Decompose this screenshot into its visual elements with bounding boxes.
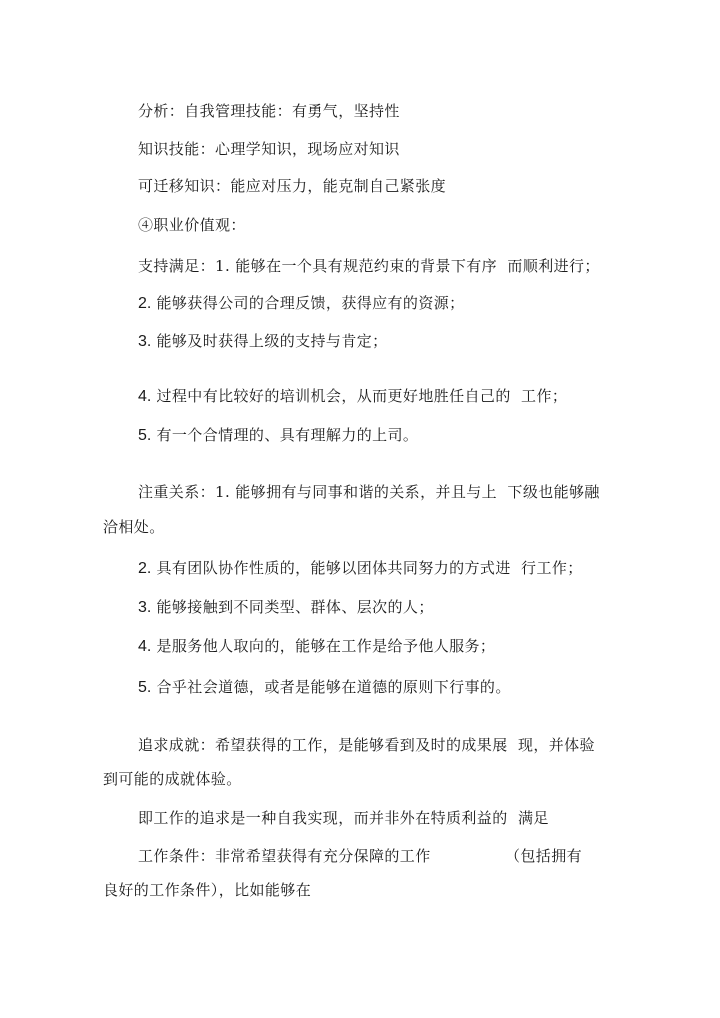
text-line: 注重关系：1. 能够拥有与同事和谐的关系，并且与上 下级也能够融 <box>138 483 600 501</box>
text-line: 可迁移知识：能应对压力，能克制自己紧张度 <box>138 177 447 195</box>
text-line: （包括拥有 <box>505 847 583 865</box>
list-text: 合乎社会道德，或者是能够在道德的原则下行事的。 <box>151 678 511 696</box>
list-text: 过程中有比较好的培训机会，从而更好地胜任自己的 工作； <box>151 387 568 405</box>
list-item <box>138 425 418 446</box>
list-number: 5. <box>138 427 152 444</box>
list-text: 能够接触到不同类型、群体、层次的人； <box>151 598 434 616</box>
text-line: 工作条件：非常希望获得有充分保障的工作 <box>138 847 431 865</box>
list-text: 是服务他人取向的，能够在工作是给予他人服务； <box>151 637 496 655</box>
text-line: 追求成就：希望获得的工作，是能够看到及时的成果展 现，并体验 <box>138 736 595 754</box>
list-number: 3. <box>138 333 152 350</box>
list-item <box>138 386 567 407</box>
text-line: 良好的工作条件），比如能够在 <box>103 881 312 899</box>
text-line: 洽相处。 <box>103 518 165 536</box>
list-item <box>138 293 465 314</box>
list-number: 5. <box>138 679 152 696</box>
list-text: 具有团队协作性质的，能够以团体共同努力的方式进 行工作； <box>151 559 583 577</box>
text-line: ④职业价值观： <box>138 216 246 234</box>
list-number: 3. <box>138 599 152 616</box>
list-number: 4. <box>138 388 152 405</box>
list-text: 能够获得公司的合理反馈，获得应有的资源； <box>151 294 465 312</box>
list-item <box>138 558 583 579</box>
list-number: 4. <box>138 638 152 655</box>
text-line: 知识技能：心理学知识，现场应对知识 <box>138 140 400 158</box>
text-line: 即工作的追求是一种自我实现，而并非外在特质利益的 满足 <box>138 809 549 827</box>
text-line: 到可能的成就体验。 <box>103 770 242 788</box>
text-line: 分析：自我管理技能：有勇气，坚持性 <box>138 102 400 120</box>
list-number: 2. <box>138 295 152 312</box>
list-number: 2. <box>138 560 152 577</box>
list-item <box>138 677 511 698</box>
list-item <box>138 331 388 352</box>
list-text: 能够及时获得上级的支持与肯定； <box>151 332 388 350</box>
list-item <box>138 597 434 618</box>
list-text: 有一个合情理的、具有理解力的上司。 <box>151 426 419 444</box>
text-line: 支持满足：1. 能够在一个具有规范约束的背景下有序 而顺利进行； <box>138 257 600 275</box>
list-item <box>138 636 495 657</box>
